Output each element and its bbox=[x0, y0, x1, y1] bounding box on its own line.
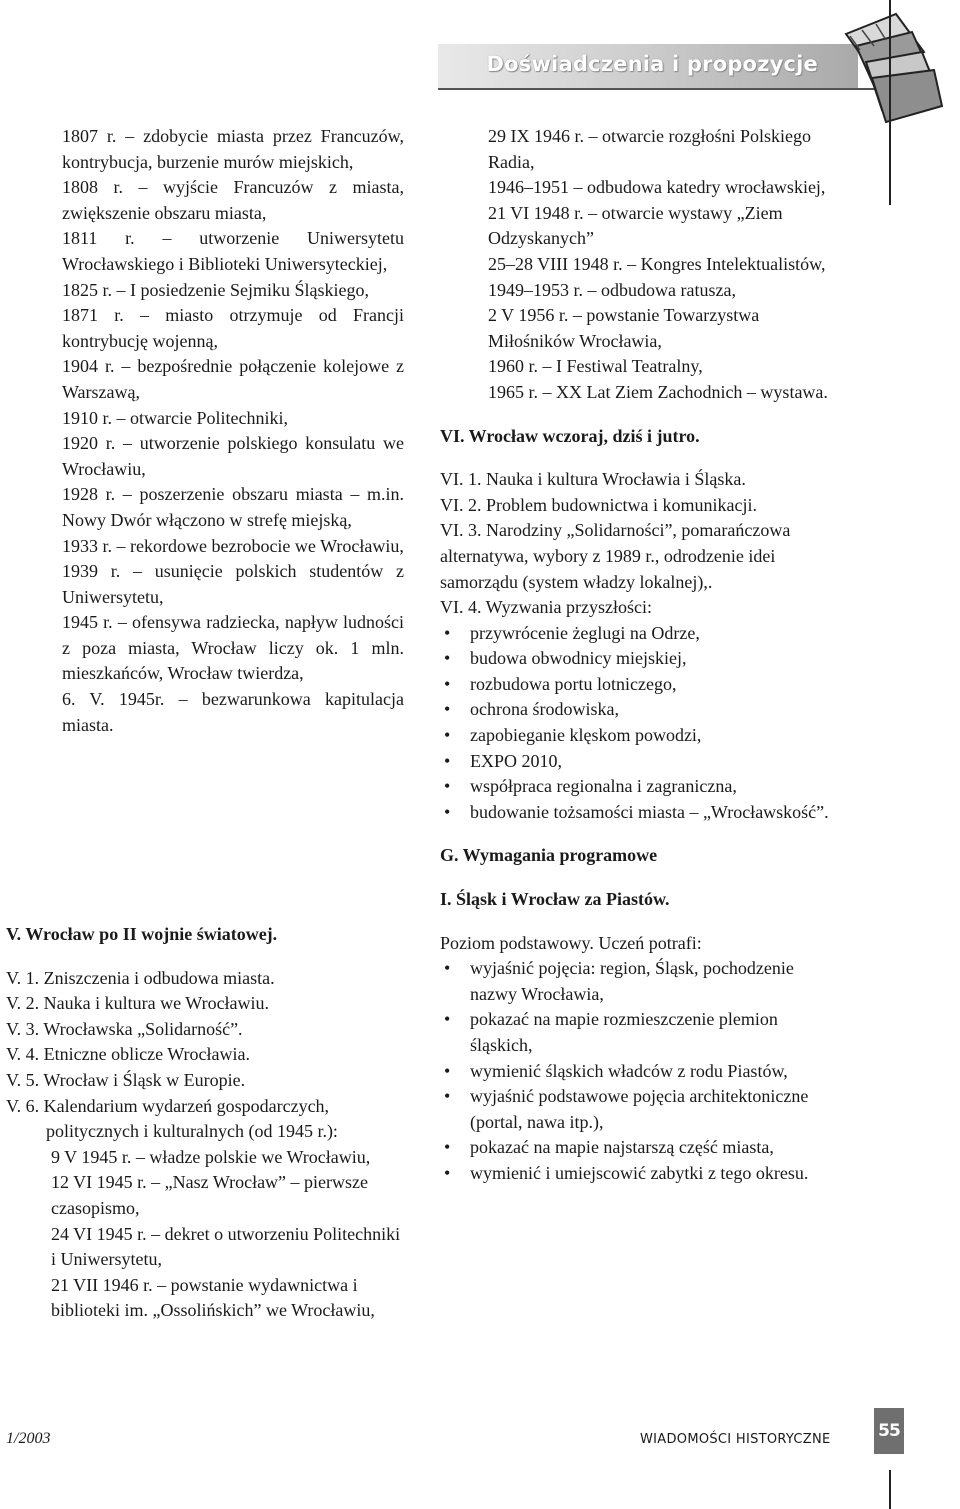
column-section-v bbox=[6, 922, 406, 1324]
header-rule bbox=[438, 88, 884, 90]
list-item: • budowa obwodnicy miejskiej, bbox=[440, 646, 840, 672]
requirements-list bbox=[440, 956, 840, 1186]
calendar-entry: 12 VI 1945 r. – „Nasz Wrocław” – pierwsze czasopismo, bbox=[51, 1172, 369, 1218]
issue-number: 1/2003 bbox=[6, 1430, 51, 1447]
chronology-entry: 1904 r. – bezpośrednie połączenie kolejowe z Warszawą, bbox=[62, 356, 404, 402]
calendar-entry: 2 V 1956 r. – powstanie Towarzystwa Miłośników Wrocławia, bbox=[488, 305, 760, 351]
column-chronology bbox=[62, 124, 404, 738]
list-item: • zapobieganie klęskom powodzi, bbox=[440, 723, 840, 749]
page-number: 55 bbox=[874, 1408, 904, 1454]
section-vi-item: VI. 3. Narodziny „Solidarności”, pomarańczowa alternatywa, wybory z 1989 r., odrodzenie idei samorządu (system władzy lokalnej),. bbox=[440, 520, 791, 592]
list-item: • przywrócenie żeglugi na Odrze, bbox=[440, 621, 840, 647]
challenges-list bbox=[440, 621, 840, 826]
calendar-entry: 1960 r. – I Festiwal Teatralny, bbox=[488, 356, 703, 377]
list-item: • wyjaśnić podstawowe pojęcia architektoniczne (portal, nawa itp.), bbox=[440, 1084, 840, 1135]
section-v-item: V. 1. Zniszczenia i odbudowa miasta. bbox=[6, 967, 275, 988]
section-v-item: V. 5. Wrocław i Śląsk w Europie. bbox=[6, 1069, 246, 1090]
list-item: • współpraca regionalna i zagraniczna, bbox=[440, 774, 840, 800]
section-v-item: V. 6. Kalendarium wydarzeń gospodarczych, politycznych i kulturalnych (od 1945 r.): bbox=[6, 1095, 338, 1142]
list-item: • pokazać na mapie rozmieszczenie plemion śląskich, bbox=[440, 1007, 840, 1058]
section-v-item: V. 2. Nauka i kultura we Wrocławiu. bbox=[6, 993, 270, 1014]
calendar-entry: 25–28 VIII 1948 r. – Kongres Intelektualistów, bbox=[488, 253, 826, 274]
calendar-entry: 9 V 1945 r. – władze polskie we Wrocławiu, bbox=[51, 1146, 371, 1167]
section-g-heading: G. Wymagania programowe bbox=[440, 845, 658, 866]
section-vi-item: VI. 2. Problem budownictwa i komunikacji. bbox=[440, 494, 757, 515]
list-item: • rozbudowa portu lotniczego, bbox=[440, 672, 840, 698]
calendar-entry: 1946–1951 – odbudowa katedry wrocławskiej, bbox=[488, 177, 826, 198]
calendar-entry: 21 VII 1946 r. – powstanie wydawnictwa i biblioteki im. „Ossolińskich” we Wrocławiu, bbox=[51, 1274, 375, 1321]
calendar-entry: 1949–1953 r. – odbudowa ratusza, bbox=[488, 279, 736, 300]
section-vi-item: VI. 1. Nauka i kultura Wrocławia i Śląska. bbox=[440, 469, 746, 490]
section-v-item: V. 3. Wrocławska „Solidarność”. bbox=[6, 1018, 243, 1039]
margin-rule-top bbox=[889, 0, 891, 205]
list-item: • wymienić i umiejscowić zabytki z tego okresu. bbox=[440, 1161, 840, 1187]
journal-name: WIADOMOŚCI HISTORYCZNE bbox=[640, 1432, 831, 1447]
calendar-entry: 29 IX 1946 r. – otwarcie rozgłośni Polskiego Radia, bbox=[488, 126, 811, 172]
list-item: • EXPO 2010, bbox=[440, 749, 840, 775]
calendar-entry: 24 VI 1945 r. – dekret o utworzeniu Politechniki i Uniwersytetu, bbox=[51, 1223, 401, 1270]
chronology-entry: 1910 r. – otwarcie Politechniki, bbox=[62, 407, 288, 428]
chronology-entry: 1807 r. – zdobycie miasta przez Francuzów, kontrybucja, burzenie murów miejskich, bbox=[62, 126, 404, 172]
chronology-entry: 1939 r. – usunięcie polskich studentów z Uniwersytetu, bbox=[62, 561, 404, 607]
list-item: • wyjaśnić pojęcia: region, Śląsk, pochodzenie nazwy Wrocławia, bbox=[440, 956, 840, 1007]
calendar-entry: 21 VI 1948 r. – otwarcie wystawy „Ziem Odzyskanych” bbox=[488, 202, 783, 249]
list-item: • wymienić śląskich władców z rodu Piastów, bbox=[440, 1059, 840, 1085]
column-right bbox=[440, 124, 840, 1187]
section-i-heading: I. Śląsk i Wrocław za Piastów. bbox=[440, 889, 670, 910]
chronology-entry: 6. V. 1945r. – bezwarunkowa kapitulacja miasta. bbox=[62, 689, 404, 735]
chronology-entry: 1945 r. – ofensywa radziecka, napływ ludności z poza miasta, Wrocław liczy ok. 1 mln. mieszkańców, Wrocław twierdza, bbox=[62, 612, 404, 684]
section-vi-item: VI. 4. Wyzwania przyszłości: bbox=[440, 597, 653, 618]
section-vi-heading: VI. Wrocław wczoraj, dziś i jutro. bbox=[440, 425, 700, 446]
chronology-entry: 1825 r. – I posiedzenie Sejmiku Śląskiego, bbox=[62, 279, 369, 300]
chronology-entry: 1928 r. – poszerzenie obszaru miasta – m.in. Nowy Dwór włączono w strefę miejską, bbox=[62, 484, 404, 530]
section-title: Doświadczenia i propozycje bbox=[486, 52, 818, 76]
level-intro: Poziom podstawowy. Uczeń potrafi: bbox=[440, 932, 702, 953]
chronology-entry: 1811 r. – utworzenie Uniwersytetu Wrocławskiego i Biblioteki Uniwersyteckiej, bbox=[62, 228, 404, 274]
chronology-entry: 1808 r. – wyjście Francuzów z miasta, zwiększenie obszaru miasta, bbox=[62, 177, 404, 223]
stacked-documents-illustration bbox=[826, 6, 950, 126]
chronology-entry: 1920 r. – utworzenie polskiego konsulatu we Wrocławiu, bbox=[62, 433, 404, 479]
list-item: • budowanie tożsamości miasta – „Wrocławskość”. bbox=[440, 800, 840, 826]
calendar-entry: 1965 r. – XX Lat Ziem Zachodnich – wystawa. bbox=[488, 381, 828, 402]
chronology-entry: 1933 r. – rekordowe bezrobocie we Wrocławiu, bbox=[62, 535, 404, 556]
margin-rule-bottom bbox=[889, 1470, 891, 1509]
list-item: • pokazać na mapie najstarszą część miasta, bbox=[440, 1135, 840, 1161]
chronology-entry: 1871 r. – miasto otrzymuje od Francji kontrybucję wojenną, bbox=[62, 305, 404, 351]
section-v-item: V. 4. Etniczne oblicze Wrocławia. bbox=[6, 1044, 251, 1065]
section-v-heading: V. Wrocław po II wojnie światowej. bbox=[6, 924, 278, 944]
list-item: • ochrona środowiska, bbox=[440, 697, 840, 723]
